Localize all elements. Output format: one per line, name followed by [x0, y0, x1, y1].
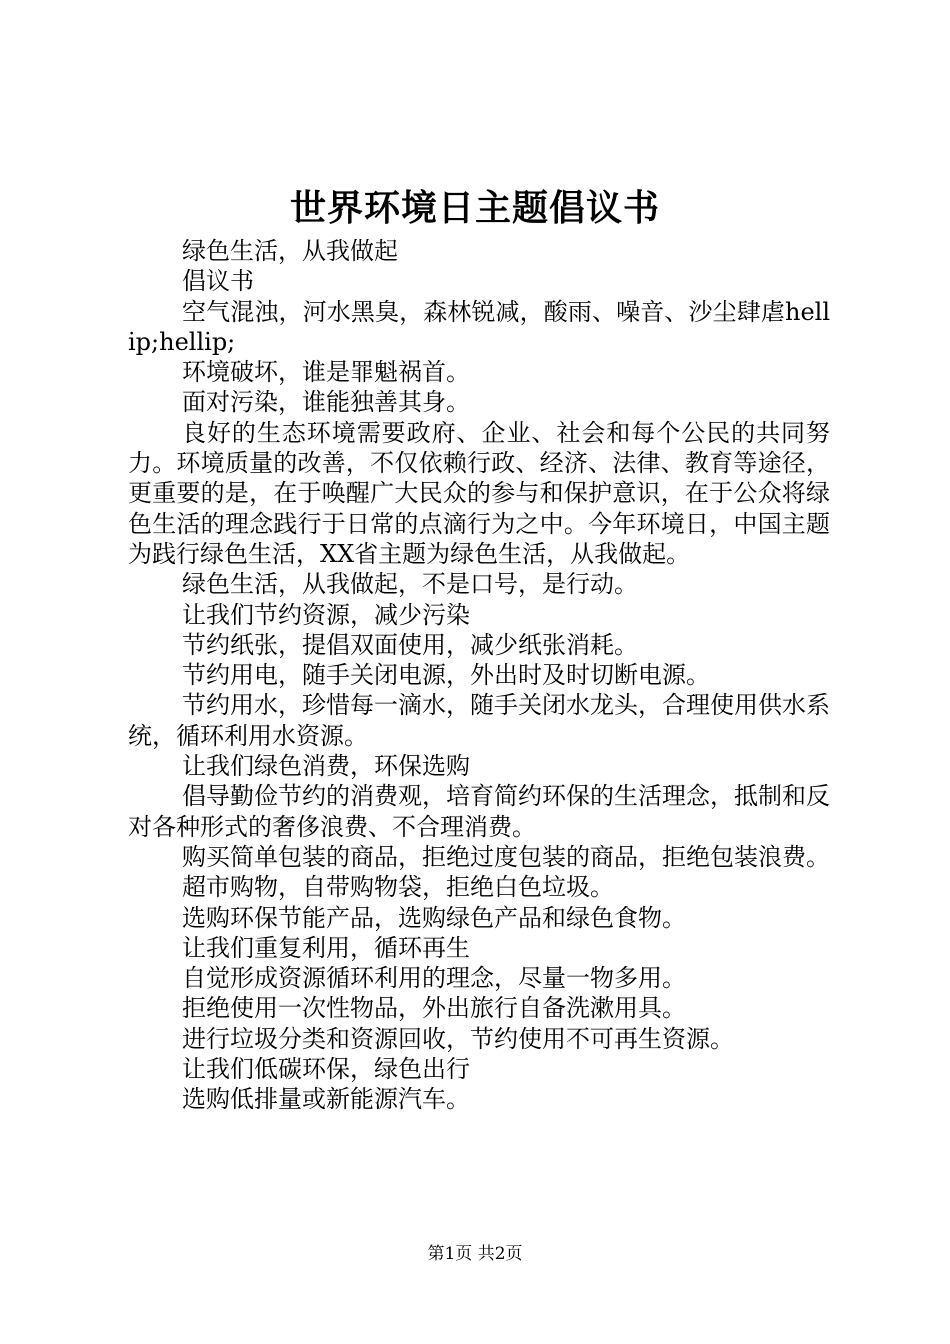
paragraph-20: 进行垃圾分类和资源回收，节约使用不可再生资源。 [182, 1024, 734, 1053]
paragraph-12: 让我们绿色消费，环保选购 [182, 752, 470, 781]
paragraph-7: 绿色生活，从我做起，不是口号，是行动。 [182, 570, 638, 599]
paragraph-2: 倡议书 [182, 267, 254, 296]
paragraph-3: 空气混浊，河水黑臭，森林锐减，酸雨、噪音、沙尘肆虐hellip;hellip; [128, 297, 830, 356]
paragraph-10: 节约用电，随手关闭电源，外出时及时切断电源。 [182, 661, 710, 690]
paragraph-17: 让我们重复利用，循环再生 [182, 933, 470, 962]
page-footer [0, 1242, 950, 1266]
paragraph-22: 选购低排量或新能源汽车。 [182, 1085, 470, 1114]
paragraph-13: 倡导勤俭节约的消费观，培育简约环保的生活理念，抵制和反对各种形式的奢侈浪费、不合理消费。 [128, 782, 830, 841]
paragraph-18: 自觉形成资源循环利用的理念，尽量一物多用。 [182, 964, 686, 993]
paragraph-1: 绿色生活，从我做起 [182, 237, 398, 265]
paragraph-8: 让我们节约资源，减少污染 [182, 600, 470, 629]
paragraph-15: 超市购物，自带购物袋，拒绝白色垃圾。 [182, 873, 614, 902]
paragraph-11: 节约用水，珍惜每一滴水，随手关闭水龙头，合理使用供水系统，循环利用水资源。 [128, 691, 830, 750]
paragraph-19: 拒绝使用一次性物品，外出旅行自备洗漱用具。 [182, 994, 686, 1023]
page-indicator: 第1页 共2页 [427, 1244, 523, 1264]
paragraph-21: 让我们低碳环保，绿色出行 [182, 1055, 470, 1084]
paragraph-16: 选购环保节能产品，选购绿色产品和绿色食物。 [182, 903, 686, 932]
paragraph-14: 购买简单包装的商品，拒绝过度包装的商品，拒绝包装浪费。 [182, 842, 830, 871]
paragraph-9: 节约纸张，提倡双面使用，减少纸张消耗。 [182, 630, 638, 659]
paragraph-4: 环境破坏，谁是罪魁祸首。 [182, 358, 470, 387]
paragraph-6: 良好的生态环境需要政府、企业、社会和每个公民的共同努力。环境质量的改善，不仅依赖行政、经济、法律、教育等途径，更重要的是，在于唤醒广大民众的参与和保护意识，在于公众将绿色生活的理念践行于日常的点滴行为之中。今年环境日，中国主题为践行绿色生活，XX省主题为绿色生活，从我做起。 [128, 418, 830, 568]
paragraph-5: 面对污染，谁能独善其身。 [182, 388, 470, 417]
document-title: 世界环境日主题倡议书 [289, 187, 660, 229]
document-body [128, 236, 830, 1115]
